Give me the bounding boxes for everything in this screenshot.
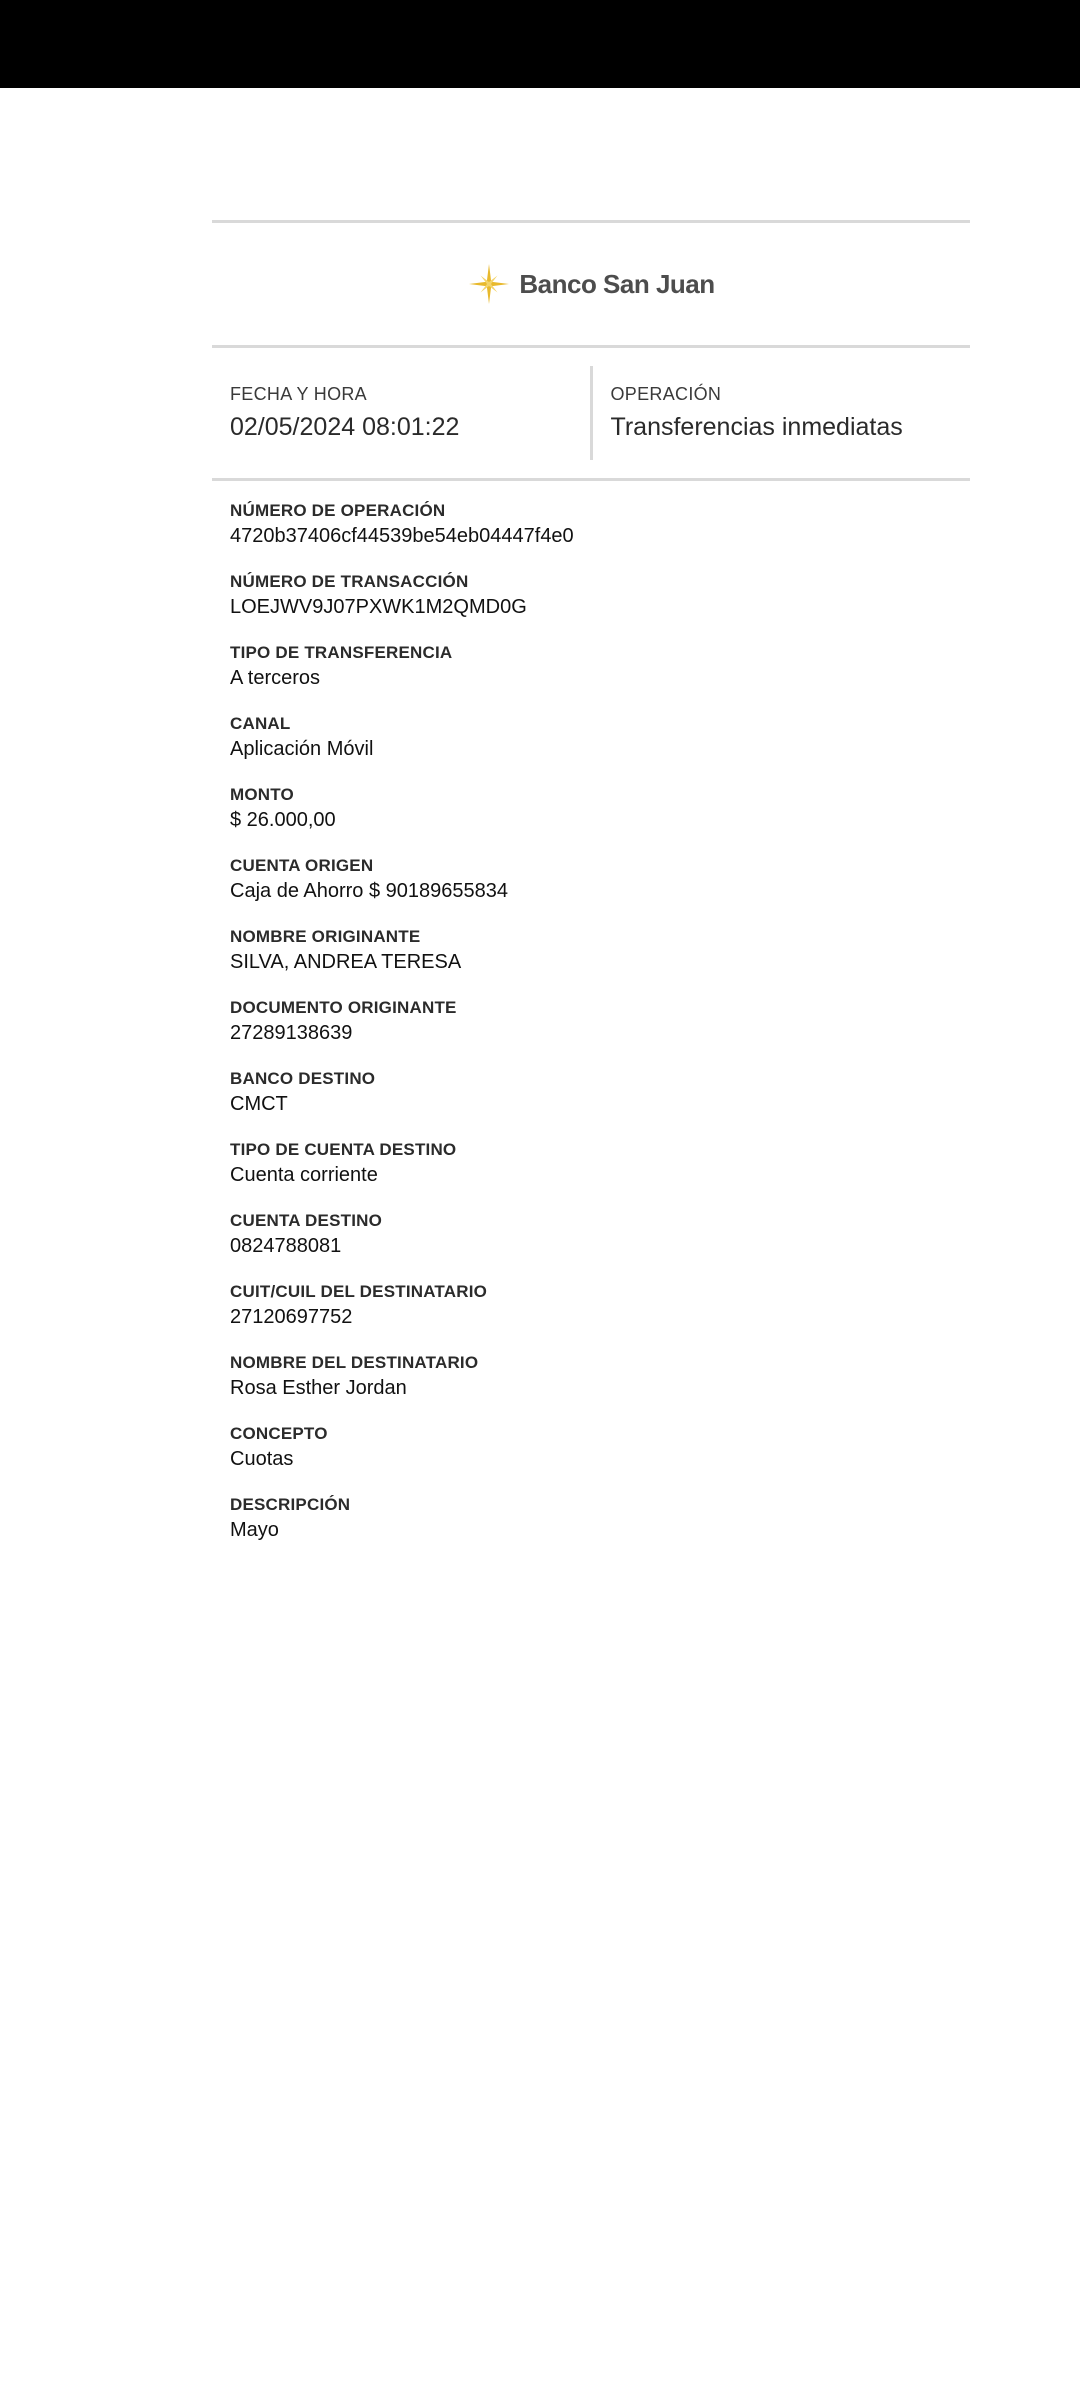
detail-item [230,1353,952,1400]
detail-item [230,1282,952,1329]
detail-label: BANCO DESTINO [230,1069,376,1088]
detail-item [230,1211,952,1258]
detail-label: NÚMERO DE OPERACIÓN [230,501,446,520]
date-label: FECHA Y HORA [230,384,367,404]
detail-value: Cuenta corriente [230,1164,378,1186]
detail-value: Aplicación Móvil [230,738,374,760]
detail-label: CONCEPTO [230,1424,328,1443]
operation-value: Transferencias inmediatas [610,413,903,441]
detail-value: Caja de Ahorro $ 90189655834 [230,880,509,902]
detail-label: NOMBRE ORIGINANTE [230,927,421,946]
detail-label: TIPO DE TRANSFERENCIA [230,643,453,662]
detail-value: 0824788081 [230,1235,342,1257]
detail-value: Mayo [230,1519,279,1541]
detail-label: CUENTA ORIGEN [230,856,374,875]
detail-value: A terceros [230,667,321,689]
detail-item [230,714,952,761]
detail-label: TIPO DE CUENTA DESTINO [230,1140,457,1159]
detail-item [230,785,952,832]
summary-row [212,348,970,478]
detail-value: LOEJWV9J07PXWK1M2QMD0G [230,596,527,618]
detail-value: $ 26.000,00 [230,809,336,831]
detail-item [230,1069,952,1116]
detail-value: 27289138639 [230,1022,353,1044]
detail-value: Rosa Esther Jordan [230,1377,407,1399]
detail-label: NÚMERO DE TRANSACCIÓN [230,572,469,591]
detail-list [212,481,970,1542]
operation-cell [590,366,971,460]
detail-label: DESCRIPCIÓN [230,1495,351,1514]
logo-row [212,223,970,345]
bank-name: Banco San Juan [519,268,715,299]
detail-value: 4720b37406cf44539be54eb04447f4e0 [230,525,574,547]
date-cell [212,348,590,478]
detail-item [230,501,952,548]
detail-item [230,998,952,1045]
detail-label: CUIT/CUIL DEL DESTINATARIO [230,1282,488,1301]
detail-item [230,1495,952,1542]
operation-label: OPERACIÓN [610,384,722,404]
detail-item [230,856,952,903]
detail-label: CANAL [230,714,291,733]
detail-item [230,927,952,974]
detail-item [230,1424,952,1471]
detail-label: MONTO [230,785,294,804]
star-icon [467,262,511,306]
transfer-receipt [212,220,970,1566]
bank-logo [467,262,714,306]
detail-label: CUENTA DESTINO [230,1211,383,1230]
status-bar [0,0,1080,88]
detail-item [230,572,952,619]
detail-value: CMCT [230,1093,288,1115]
detail-value: SILVA, ANDREA TERESA [230,951,462,973]
date-value: 02/05/2024 08:01:22 [230,413,460,441]
detail-item [230,1140,952,1187]
detail-label: DOCUMENTO ORIGINANTE [230,998,457,1017]
detail-item [230,643,952,690]
detail-label: NOMBRE DEL DESTINATARIO [230,1353,479,1372]
detail-value: 27120697752 [230,1306,353,1328]
detail-value: Cuotas [230,1448,294,1470]
